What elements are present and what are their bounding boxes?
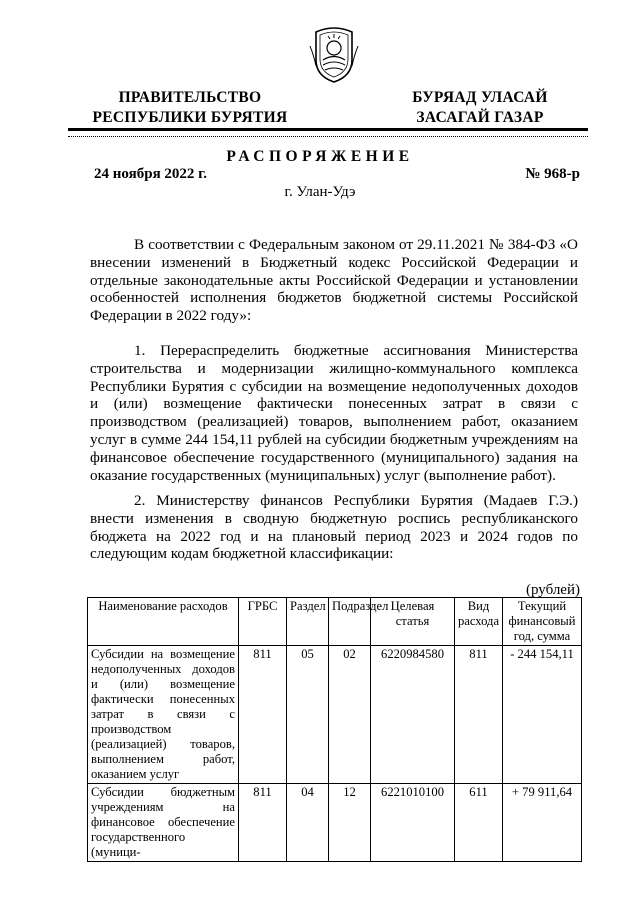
- row-grbs: 811: [239, 784, 287, 862]
- row-expense-type: 811: [455, 646, 503, 784]
- row-section: 04: [287, 784, 329, 862]
- header-divider: [68, 128, 588, 131]
- clause-2-paragraph: 2. Министерству финансов Республики Бурятия (Мадаев Г.Э.) внести изменения в сводную бюджетную роспись республиканского бюджета на 2022 год и на плановый период 2023 и 2024 годов по следующим кодам бюджетной классификации:: [90, 492, 578, 563]
- document-city: г. Улан-Удэ: [284, 184, 356, 200]
- table-header-row: [88, 598, 582, 646]
- preamble-paragraph: В соответствии с Федеральным законом от 29.11.2021 № 384-ФЗ «О внесении изменений в Бюджетный кодекс Российской Федерации и отдельные законодательные акты Российской Федерации и установлении особенностей исполнения бюджетов бюджетной системы Российской Федерации в 2022 году»:: [90, 236, 578, 325]
- row-name: Субсидии бюджетным учреждениям на финансовое обеспечение государственного (муници-: [88, 784, 239, 862]
- table-row: [88, 784, 582, 862]
- row-subsection: 12: [329, 784, 371, 862]
- col-header-amount: Текущий финансовый год, сумма: [503, 598, 582, 646]
- document-date: 24 ноября 2022 г.: [94, 166, 208, 182]
- header-dotted-divider: [68, 136, 588, 137]
- row-subsection: 02: [329, 646, 371, 784]
- row-target-article: 6221010100: [371, 784, 455, 862]
- row-amount: - 244 154,11: [503, 646, 582, 784]
- government-name-russian: [80, 88, 300, 128]
- table-row: [88, 646, 582, 784]
- col-header-grbs: ГРБС: [239, 598, 287, 646]
- col-header-expense-type: Вид расхода: [455, 598, 503, 646]
- row-amount: + 79 911,64: [503, 784, 582, 862]
- document-number: № 968-р: [525, 166, 580, 182]
- row-name: Субсидии на возмещение недополученных доходов и (или) возмещение фактически понесенных затрат в связи с производством (реализацией) товаров, выполнением работ, оказанием услуг: [88, 646, 239, 784]
- government-name-line-2: РЕСПУБЛИКИ БУРЯТИЯ: [92, 109, 288, 126]
- col-header-section: Раздел: [287, 598, 329, 646]
- budget-classification-table: [87, 597, 582, 862]
- row-target-article: 6220984580: [371, 646, 455, 784]
- clause-1-paragraph: 1. Перераспределить бюджетные ассигнования Министерства строительства и модернизации жилищно-коммунального комплекса Республики Бурятия с субсидии на возмещение недополученных доходов и (или) возмещение фактически понесенных затрат в связи с производством (реализацией) товаров, выполнением работ, оказанием услуг в сумме 244 154,11 рублей на субсидии бюджетным учреждениям на финансовое обеспечение государственного (муниципального) задания на оказание государственных (муниципальных) услуг (выполнение работ).: [90, 342, 578, 484]
- col-header-target-article: Целевая статья: [371, 598, 455, 646]
- government-name-buryat-line-2: ЗАСАГАЙ ГАЗАР: [416, 109, 544, 126]
- row-section: 05: [287, 646, 329, 784]
- col-header-name: Наименование расходов: [88, 598, 239, 646]
- republic-of-buryatia-emblem-icon: [308, 26, 360, 84]
- government-name-buryat-line-1: БУРЯАД УЛАСАЙ: [412, 89, 548, 106]
- government-name-line-1: ПРАВИТЕЛЬСТВО: [118, 89, 262, 106]
- document-title: РАСПОРЯЖЕНИЕ: [226, 148, 414, 165]
- currency-unit-label: (рублей): [525, 582, 580, 598]
- col-header-subsection: Подраздел: [329, 598, 371, 646]
- row-expense-type: 611: [455, 784, 503, 862]
- row-grbs: 811: [239, 646, 287, 784]
- government-name-buryat: [395, 88, 565, 128]
